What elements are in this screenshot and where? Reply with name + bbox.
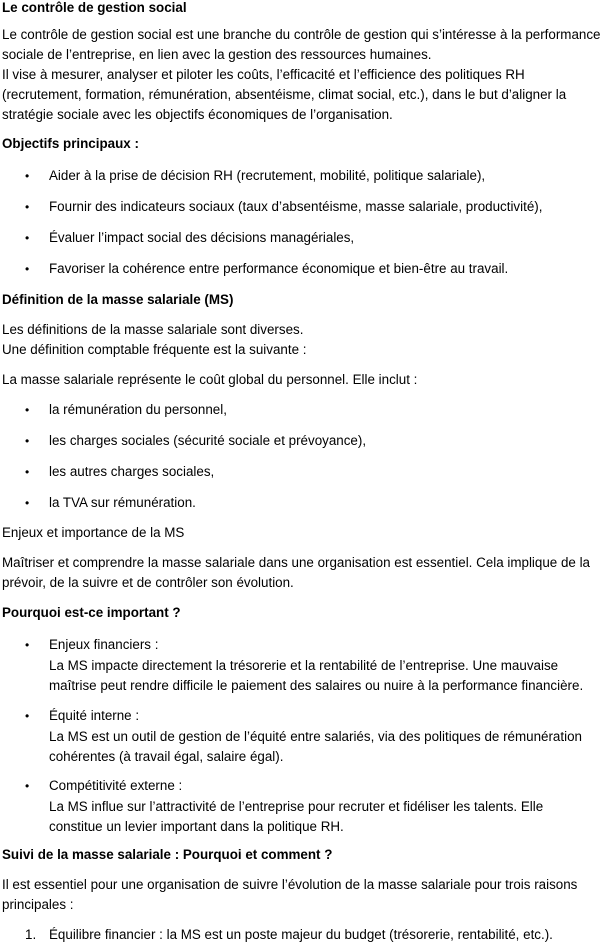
numbered-item-text: Équilibre financier : la MS est un poste majeur du budget (trésorerie, rentabilité, etc.). xyxy=(49,927,553,942)
bullet-icon: • xyxy=(25,231,30,245)
follow-heading: Suivi de la masse salariale : Pourquoi et comment ? xyxy=(2,847,333,862)
bullet-icon: • xyxy=(25,465,30,479)
list-item-text: la TVA sur rémunération. xyxy=(49,495,196,510)
list-item-text: les autres charges sociales, xyxy=(49,464,215,479)
list-item-label: Enjeux financiers : xyxy=(49,637,159,652)
list-item-text: La MS impacte directement la trésorerie et la rentabilité de l’entreprise. Une mauvaise xyxy=(49,657,559,673)
bullet-icon: • xyxy=(25,496,30,510)
stakes-line: Maîtriser et comprendre la masse salariale dans une organisation est essentiel. Cela implique de la xyxy=(2,555,591,570)
bullet-icon: • xyxy=(25,169,30,183)
intro-line: Le contrôle de gestion social est une branche du contrôle de gestion qui s’intéresse à la performance xyxy=(2,27,601,42)
follow-line: Il est essentiel pour une organisation de suivre l’évolution de la masse salariale pour trois raisons xyxy=(2,877,578,892)
ms-line: Les définitions de la masse salariale sont diverses. xyxy=(2,322,304,337)
intro-line: (recrutement, formation, rémunération, absentéisme, climat social, etc.), dans le but d’aligner la xyxy=(2,87,567,102)
follow-line: principales : xyxy=(2,897,74,912)
intro-line: sociale de l’entreprise, en lien avec la gestion des ressources humaines. xyxy=(2,47,432,62)
why-heading: Pourquoi est-ce important ? xyxy=(2,605,181,620)
list-item-text: les charges sociales (sécurité sociale et prévoyance), xyxy=(49,433,367,448)
bullet-icon: • xyxy=(25,779,30,793)
stakes-line: prévoir, de la suivre et de contrôler son évolution. xyxy=(2,575,294,590)
bullet-icon: • xyxy=(25,709,30,723)
ms-line: La masse salariale représente le coût global du personnel. Elle inclut : xyxy=(2,372,418,387)
list-item-text: Fournir des indicateurs sociaux (taux d’absentéisme, masse salariale, productivité), xyxy=(49,199,543,214)
list-item-text: maîtrise peut rendre difficile le paiement des salaires ou nuire à la performance financière. xyxy=(49,678,584,693)
list-item-text: La MS influe sur l’attractivité de l’entreprise pour recruter et fidéliser les talents. Elle xyxy=(49,798,544,814)
bullet-icon: • xyxy=(25,638,30,652)
bullet-icon: • xyxy=(25,403,30,417)
intro-line: stratégie sociale avec les objectifs économiques de l’organisation. xyxy=(2,107,393,122)
doc-title: Le contrôle de gestion social xyxy=(2,0,187,15)
list-item-label: Compétitivité externe : xyxy=(49,778,183,793)
objectives-heading: Objectifs principaux : xyxy=(2,136,139,151)
list-item-text: cohérentes (à travail égal, salaire égal). xyxy=(49,749,284,764)
stakes-heading: Enjeux et importance de la MS xyxy=(2,525,185,540)
list-item-text: Aider à la prise de décision RH (recrutement, mobilité, politique salariale), xyxy=(49,168,486,183)
numbered-item-number: 1. xyxy=(25,927,37,942)
intro-line: Il vise à mesurer, analyser et piloter les coûts, l’efficacité et l’efficience des politiques RH xyxy=(2,67,525,82)
list-item-label: Équité interne : xyxy=(49,708,140,723)
ms-line: Une définition comptable fréquente est la suivante : xyxy=(2,342,307,357)
list-item-text: Évaluer l’impact social des décisions managériales, xyxy=(49,230,355,245)
list-item-text: La MS est un outil de gestion de l’équité entre salariés, via des politiques de rémunération xyxy=(49,728,582,744)
ms-heading: Définition de la masse salariale (MS) xyxy=(2,292,234,307)
list-item-text: la rémunération du personnel, xyxy=(49,402,227,417)
list-item-text: constitue un levier important dans la politique RH. xyxy=(49,819,344,834)
list-item-text: Favoriser la cohérence entre performance économique et bien-être au travail. xyxy=(49,261,509,276)
bullet-icon: • xyxy=(25,434,30,448)
bullet-icon: • xyxy=(25,262,30,276)
bullet-icon: • xyxy=(25,200,30,214)
